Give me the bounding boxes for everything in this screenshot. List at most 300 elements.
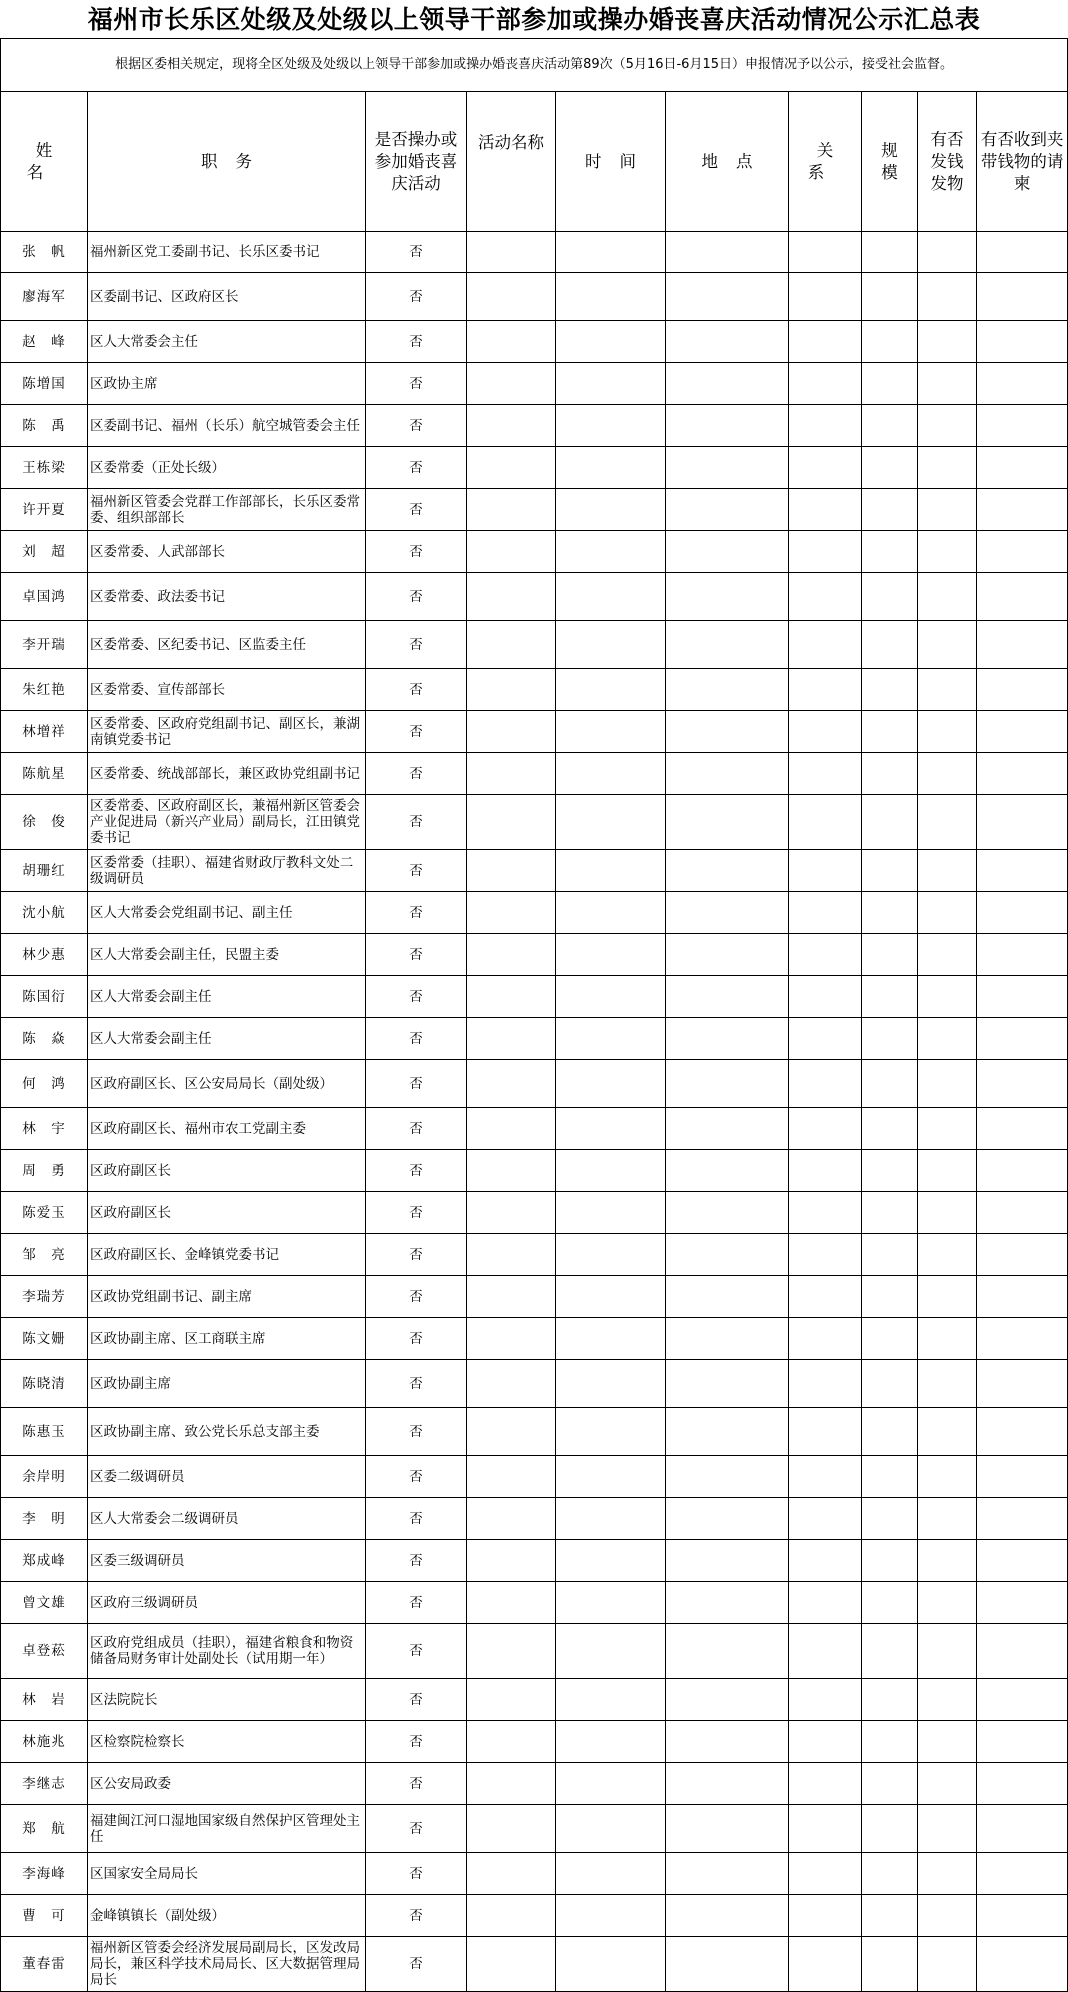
cell-location xyxy=(666,1318,789,1360)
cell-invitation xyxy=(977,1763,1068,1805)
cell-name: 赵 峰 xyxy=(1,321,88,363)
cell-scale xyxy=(862,1318,918,1360)
table-row xyxy=(1,1150,1068,1192)
cell-relation xyxy=(789,1763,862,1805)
table-row xyxy=(1,934,1068,976)
cell-activity-name xyxy=(467,621,556,669)
cell-invitation xyxy=(977,1624,1068,1679)
cell-gifts xyxy=(918,753,977,795)
cell-location xyxy=(666,1582,789,1624)
cell-relation xyxy=(789,1018,862,1060)
cell-time xyxy=(556,1360,666,1408)
table-row xyxy=(1,1408,1068,1456)
table-row xyxy=(1,621,1068,669)
cell-invitation xyxy=(977,1937,1068,1992)
cell-position: 区委常委、区纪委书记、区监委主任 xyxy=(88,621,366,669)
cell-invitation xyxy=(977,321,1068,363)
cell-location xyxy=(666,669,789,711)
table-row xyxy=(1,711,1068,753)
cell-location xyxy=(666,753,789,795)
cell-time xyxy=(556,363,666,405)
header-time: 时间 xyxy=(556,92,666,232)
cell-invitation xyxy=(977,1853,1068,1895)
cell-position: 区委常委（挂职）、福建省财政厅教科文处二级调研员 xyxy=(88,850,366,892)
cell-participated: 否 xyxy=(366,573,467,621)
cell-scale xyxy=(862,1805,918,1853)
cell-gifts xyxy=(918,621,977,669)
cell-name: 陈文姗 xyxy=(1,1318,88,1360)
cell-position: 区人大常委会主任 xyxy=(88,321,366,363)
cell-participated: 否 xyxy=(366,1540,467,1582)
cell-relation xyxy=(789,1895,862,1937)
cell-time xyxy=(556,1582,666,1624)
cell-time xyxy=(556,892,666,934)
cell-location xyxy=(666,531,789,573)
cell-relation xyxy=(789,1192,862,1234)
cell-invitation xyxy=(977,1498,1068,1540)
cell-activity-name xyxy=(467,711,556,753)
cell-gifts xyxy=(918,321,977,363)
cell-gifts xyxy=(918,1624,977,1679)
cell-relation xyxy=(789,1853,862,1895)
cell-activity-name xyxy=(467,489,556,531)
cell-position: 区政协党组副书记、副主席 xyxy=(88,1276,366,1318)
cell-position: 福州新区管委会党群工作部部长，长乐区委常委、组织部部长 xyxy=(88,489,366,531)
cell-time xyxy=(556,1408,666,1456)
cell-gifts xyxy=(918,1018,977,1060)
cell-name: 陈晓清 xyxy=(1,1360,88,1408)
header-row xyxy=(1,92,1068,232)
cell-scale xyxy=(862,1456,918,1498)
cell-relation xyxy=(789,1540,862,1582)
cell-name: 朱红艳 xyxy=(1,669,88,711)
cell-scale xyxy=(862,1192,918,1234)
cell-scale xyxy=(862,1018,918,1060)
cell-activity-name xyxy=(467,1060,556,1108)
cell-location xyxy=(666,321,789,363)
cell-position: 区委常委、宣传部部长 xyxy=(88,669,366,711)
cell-participated: 否 xyxy=(366,1721,467,1763)
cell-location xyxy=(666,232,789,273)
cell-invitation xyxy=(977,1582,1068,1624)
cell-invitation xyxy=(977,273,1068,321)
cell-relation xyxy=(789,232,862,273)
cell-relation xyxy=(789,321,862,363)
cell-participated: 否 xyxy=(366,1624,467,1679)
cell-activity-name xyxy=(467,1498,556,1540)
cell-time xyxy=(556,321,666,363)
cell-participated: 否 xyxy=(366,232,467,273)
cell-activity-name xyxy=(467,232,556,273)
cell-position: 区委三级调研员 xyxy=(88,1540,366,1582)
cell-relation xyxy=(789,1937,862,1992)
cell-position: 区政府副区长、福州市农工党副主委 xyxy=(88,1108,366,1150)
cell-relation xyxy=(789,531,862,573)
cell-scale xyxy=(862,1895,918,1937)
cell-name: 卓登菘 xyxy=(1,1624,88,1679)
cell-gifts xyxy=(918,934,977,976)
cell-gifts xyxy=(918,1498,977,1540)
cell-participated: 否 xyxy=(366,795,467,850)
cell-participated: 否 xyxy=(366,1234,467,1276)
cell-activity-name xyxy=(467,1318,556,1360)
cell-location xyxy=(666,1150,789,1192)
table-row xyxy=(1,489,1068,531)
notice-row xyxy=(1,39,1068,92)
cell-scale xyxy=(862,1624,918,1679)
cell-activity-name xyxy=(467,1540,556,1582)
cell-time xyxy=(556,1853,666,1895)
cell-gifts xyxy=(918,1582,977,1624)
cell-name: 林 宇 xyxy=(1,1108,88,1150)
table-row xyxy=(1,669,1068,711)
header-scale: 规模 xyxy=(862,92,918,232)
cell-scale xyxy=(862,405,918,447)
cell-gifts xyxy=(918,669,977,711)
cell-position: 区人大常委会副主任，民盟主委 xyxy=(88,934,366,976)
cell-location xyxy=(666,1624,789,1679)
table-row xyxy=(1,1192,1068,1234)
cell-invitation xyxy=(977,795,1068,850)
cell-participated: 否 xyxy=(366,447,467,489)
cell-scale xyxy=(862,1150,918,1192)
cell-relation xyxy=(789,892,862,934)
header-activity-name: 活动名称 xyxy=(467,92,556,232)
cell-location xyxy=(666,1540,789,1582)
cell-time xyxy=(556,1318,666,1360)
cell-activity-name xyxy=(467,1624,556,1679)
cell-name: 沈小航 xyxy=(1,892,88,934)
cell-time xyxy=(556,1895,666,1937)
cell-gifts xyxy=(918,1192,977,1234)
cell-invitation xyxy=(977,1408,1068,1456)
cell-name: 李 明 xyxy=(1,1498,88,1540)
table-row xyxy=(1,232,1068,273)
table-row xyxy=(1,1276,1068,1318)
cell-position: 区人大常委会党组副书记、副主任 xyxy=(88,892,366,934)
cell-name: 卓国鸿 xyxy=(1,573,88,621)
cell-scale xyxy=(862,892,918,934)
cell-activity-name xyxy=(467,850,556,892)
cell-relation xyxy=(789,363,862,405)
cell-location xyxy=(666,1679,789,1721)
cell-name: 余岸明 xyxy=(1,1456,88,1498)
cell-gifts xyxy=(918,1276,977,1318)
cell-relation xyxy=(789,1679,862,1721)
cell-participated: 否 xyxy=(366,1498,467,1540)
cell-name: 郑成峰 xyxy=(1,1540,88,1582)
cell-time xyxy=(556,447,666,489)
cell-participated: 否 xyxy=(366,976,467,1018)
cell-time xyxy=(556,1679,666,1721)
cell-relation xyxy=(789,669,862,711)
header-gifts: 有否发钱发物 xyxy=(918,92,977,232)
page-title: 福州市长乐区处级及处级以上领导干部参加或操办婚丧喜庆活动情况公示汇总表 xyxy=(87,5,981,34)
cell-relation xyxy=(789,1060,862,1108)
cell-relation xyxy=(789,1234,862,1276)
cell-time xyxy=(556,1108,666,1150)
cell-participated: 否 xyxy=(366,1150,467,1192)
cell-position: 区政府党组成员（挂职），福建省粮食和物资储备局财务审计处副处长（试用期一年） xyxy=(88,1624,366,1679)
cell-time xyxy=(556,753,666,795)
table-row xyxy=(1,1108,1068,1150)
table-row xyxy=(1,1018,1068,1060)
cell-time xyxy=(556,669,666,711)
cell-time xyxy=(556,1234,666,1276)
cell-activity-name xyxy=(467,363,556,405)
cell-relation xyxy=(789,1456,862,1498)
cell-activity-name xyxy=(467,1108,556,1150)
cell-activity-name xyxy=(467,1805,556,1853)
cell-scale xyxy=(862,1276,918,1318)
cell-time xyxy=(556,1276,666,1318)
cell-relation xyxy=(789,1498,862,1540)
cell-time xyxy=(556,1018,666,1060)
cell-time xyxy=(556,1540,666,1582)
cell-scale xyxy=(862,1853,918,1895)
cell-time xyxy=(556,976,666,1018)
cell-position: 区政协副主席、致公党长乐总支部主委 xyxy=(88,1408,366,1456)
cell-name: 陈 禹 xyxy=(1,405,88,447)
cell-invitation xyxy=(977,753,1068,795)
cell-location xyxy=(666,1721,789,1763)
cell-participated: 否 xyxy=(366,363,467,405)
cell-location xyxy=(666,1360,789,1408)
cell-position: 区政府三级调研员 xyxy=(88,1582,366,1624)
cell-location xyxy=(666,1763,789,1805)
cell-name: 陈增国 xyxy=(1,363,88,405)
cell-gifts xyxy=(918,447,977,489)
cell-relation xyxy=(789,850,862,892)
cell-time xyxy=(556,1060,666,1108)
cell-gifts xyxy=(918,1360,977,1408)
cell-name: 陈爱玉 xyxy=(1,1192,88,1234)
cell-participated: 否 xyxy=(366,1276,467,1318)
cell-name: 王栋梁 xyxy=(1,447,88,489)
table-row xyxy=(1,976,1068,1018)
cell-activity-name xyxy=(467,976,556,1018)
table-row xyxy=(1,1624,1068,1679)
notice-text: 根据区委相关规定，现将全区处级及处级以上领导干部参加或操办婚丧喜庆活动第89次（5月16日-6月15日）申报情况予以公示，接受社会监督。 xyxy=(1,39,1068,92)
cell-location xyxy=(666,1456,789,1498)
table-row xyxy=(1,795,1068,850)
cell-activity-name xyxy=(467,321,556,363)
cell-gifts xyxy=(918,1805,977,1853)
cell-gifts xyxy=(918,1234,977,1276)
cell-activity-name xyxy=(467,1408,556,1456)
cell-gifts xyxy=(918,1456,977,1498)
cell-position: 区委常委、统战部部长，兼区政协党组副书记 xyxy=(88,753,366,795)
cell-invitation xyxy=(977,531,1068,573)
cell-activity-name xyxy=(467,531,556,573)
cell-participated: 否 xyxy=(366,1582,467,1624)
cell-name: 林少惠 xyxy=(1,934,88,976)
cell-scale xyxy=(862,1360,918,1408)
cell-location xyxy=(666,447,789,489)
cell-activity-name xyxy=(467,1895,556,1937)
cell-position: 区政协副主席 xyxy=(88,1360,366,1408)
cell-participated: 否 xyxy=(366,405,467,447)
cell-location xyxy=(666,934,789,976)
cell-activity-name xyxy=(467,1276,556,1318)
cell-location xyxy=(666,976,789,1018)
cell-scale xyxy=(862,1540,918,1582)
cell-name: 何 鸿 xyxy=(1,1060,88,1108)
cell-scale xyxy=(862,934,918,976)
cell-invitation xyxy=(977,1721,1068,1763)
table-row xyxy=(1,1853,1068,1895)
cell-time xyxy=(556,232,666,273)
cell-gifts xyxy=(918,405,977,447)
cell-position: 区人大常委会副主任 xyxy=(88,976,366,1018)
cell-participated: 否 xyxy=(366,489,467,531)
cell-position: 区政府副区长、金峰镇党委书记 xyxy=(88,1234,366,1276)
cell-gifts xyxy=(918,1679,977,1721)
cell-scale xyxy=(862,711,918,753)
cell-scale xyxy=(862,669,918,711)
cell-activity-name xyxy=(467,753,556,795)
cell-position: 区人大常委会二级调研员 xyxy=(88,1498,366,1540)
cell-name: 许开夏 xyxy=(1,489,88,531)
cell-name: 廖海军 xyxy=(1,273,88,321)
table-row xyxy=(1,1360,1068,1408)
cell-time xyxy=(556,795,666,850)
cell-scale xyxy=(862,1679,918,1721)
cell-location xyxy=(666,405,789,447)
cell-position: 区委常委、人武部部长 xyxy=(88,531,366,573)
cell-activity-name xyxy=(467,1234,556,1276)
cell-invitation xyxy=(977,232,1068,273)
cell-relation xyxy=(789,1624,862,1679)
cell-name: 陈 焱 xyxy=(1,1018,88,1060)
cell-relation xyxy=(789,1582,862,1624)
cell-name: 郑 航 xyxy=(1,1805,88,1853)
cell-position: 区法院院长 xyxy=(88,1679,366,1721)
cell-location xyxy=(666,1937,789,1992)
cell-invitation xyxy=(977,1540,1068,1582)
cell-scale xyxy=(862,753,918,795)
cell-gifts xyxy=(918,1060,977,1108)
table-row xyxy=(1,1060,1068,1108)
cell-position: 金峰镇镇长（副处级） xyxy=(88,1895,366,1937)
cell-location xyxy=(666,1192,789,1234)
cell-gifts xyxy=(918,1853,977,1895)
cell-scale xyxy=(862,795,918,850)
cell-scale xyxy=(862,321,918,363)
cell-activity-name xyxy=(467,1018,556,1060)
cell-scale xyxy=(862,232,918,273)
cell-invitation xyxy=(977,1360,1068,1408)
cell-name: 李开瑞 xyxy=(1,621,88,669)
cell-relation xyxy=(789,1150,862,1192)
table-row xyxy=(1,1318,1068,1360)
cell-participated: 否 xyxy=(366,273,467,321)
cell-activity-name xyxy=(467,1763,556,1805)
cell-scale xyxy=(862,1763,918,1805)
header-participated: 是否操办或参加婚丧喜庆活动 xyxy=(366,92,467,232)
table-row xyxy=(1,321,1068,363)
table-row xyxy=(1,1937,1068,1992)
table-row xyxy=(1,1895,1068,1937)
cell-invitation xyxy=(977,850,1068,892)
cell-position: 区政府副区长 xyxy=(88,1192,366,1234)
cell-participated: 否 xyxy=(366,850,467,892)
table-row xyxy=(1,892,1068,934)
cell-participated: 否 xyxy=(366,711,467,753)
cell-scale xyxy=(862,273,918,321)
table-row xyxy=(1,1679,1068,1721)
table-row xyxy=(1,405,1068,447)
table-row xyxy=(1,531,1068,573)
cell-relation xyxy=(789,753,862,795)
cell-invitation xyxy=(977,573,1068,621)
cell-relation xyxy=(789,795,862,850)
cell-name: 陈惠玉 xyxy=(1,1408,88,1456)
cell-location xyxy=(666,711,789,753)
cell-scale xyxy=(862,976,918,1018)
cell-invitation xyxy=(977,447,1068,489)
table-row xyxy=(1,1540,1068,1582)
cell-gifts xyxy=(918,1721,977,1763)
cell-relation xyxy=(789,1408,862,1456)
cell-location xyxy=(666,273,789,321)
cell-scale xyxy=(862,1234,918,1276)
table-row xyxy=(1,1721,1068,1763)
cell-invitation xyxy=(977,1150,1068,1192)
cell-scale xyxy=(862,621,918,669)
cell-gifts xyxy=(918,850,977,892)
table-row xyxy=(1,273,1068,321)
cell-activity-name xyxy=(467,1456,556,1498)
cell-gifts xyxy=(918,1937,977,1992)
cell-position: 福州新区管委会经济发展局副局长，区发改局局长，兼区科学技术局局长、区大数据管理局局长 xyxy=(88,1937,366,1992)
header-name: 姓名 xyxy=(1,92,88,232)
cell-gifts xyxy=(918,573,977,621)
cell-location xyxy=(666,573,789,621)
cell-location xyxy=(666,1408,789,1456)
cell-scale xyxy=(862,1108,918,1150)
cell-invitation xyxy=(977,1318,1068,1360)
cell-time xyxy=(556,1456,666,1498)
cell-activity-name xyxy=(467,669,556,711)
cell-location xyxy=(666,1276,789,1318)
cell-gifts xyxy=(918,531,977,573)
cell-name: 周 勇 xyxy=(1,1150,88,1192)
cell-relation xyxy=(789,1318,862,1360)
cell-gifts xyxy=(918,1408,977,1456)
cell-name: 邹 亮 xyxy=(1,1234,88,1276)
cell-invitation xyxy=(977,1234,1068,1276)
cell-activity-name xyxy=(467,1150,556,1192)
cell-position: 区委二级调研员 xyxy=(88,1456,366,1498)
cell-name: 陈国衍 xyxy=(1,976,88,1018)
cell-relation xyxy=(789,1108,862,1150)
cell-time xyxy=(556,1624,666,1679)
table-row xyxy=(1,1234,1068,1276)
cell-gifts xyxy=(918,1318,977,1360)
cell-scale xyxy=(862,531,918,573)
cell-relation xyxy=(789,976,862,1018)
cell-invitation xyxy=(977,1060,1068,1108)
cell-scale xyxy=(862,1498,918,1540)
cell-activity-name xyxy=(467,1582,556,1624)
cell-name: 徐 俊 xyxy=(1,795,88,850)
cell-relation xyxy=(789,621,862,669)
cell-position: 区公安局政委 xyxy=(88,1763,366,1805)
cell-relation xyxy=(789,447,862,489)
cell-position: 区委常委、区政府副区长，兼福州新区管委会产业促进局（新兴产业局）副局长，江田镇党委书记 xyxy=(88,795,366,850)
cell-participated: 否 xyxy=(366,1108,467,1150)
